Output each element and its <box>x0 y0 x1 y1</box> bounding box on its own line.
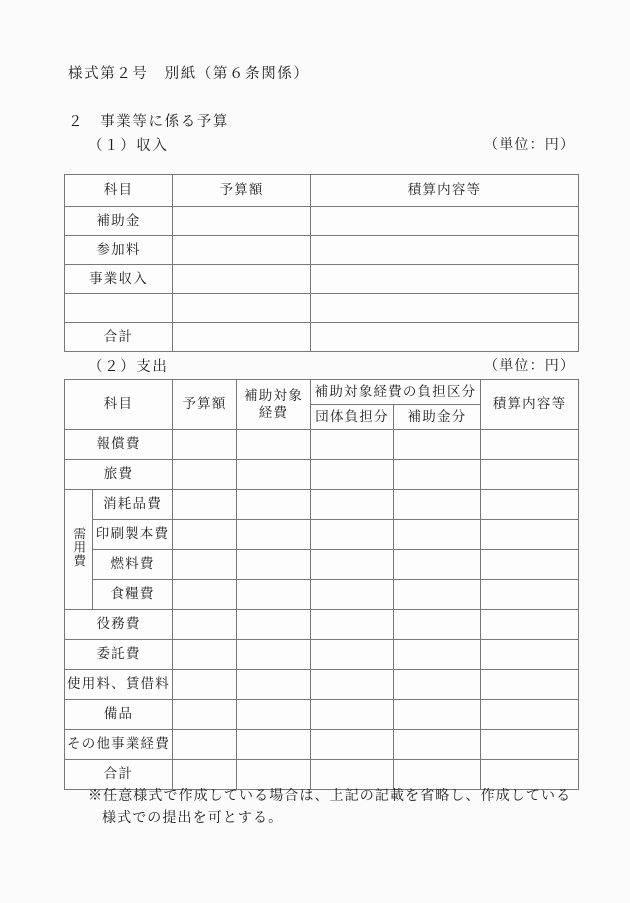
cell-subsidy-target-expense[interactable] <box>237 730 311 760</box>
unit-label-income: （単位：円） <box>484 138 576 153</box>
column-header-subsidy-target-expense <box>237 380 311 430</box>
table-row <box>65 294 579 323</box>
cell-organization-burden[interactable] <box>311 700 394 730</box>
column-header-calculation-details: 積算内容等 <box>481 380 579 430</box>
cell-organization-burden[interactable] <box>311 730 394 760</box>
row-group-label-text: 需用費 <box>71 526 86 568</box>
cell-subsidy-target-expense[interactable] <box>237 520 311 550</box>
cell-organization-burden[interactable] <box>311 430 394 460</box>
cell-organization-burden[interactable] <box>311 460 394 490</box>
cell-budget-amount[interactable] <box>173 323 311 352</box>
row-label: 消耗品費 <box>93 490 173 520</box>
cell-calculation-details[interactable] <box>481 610 579 640</box>
column-header-item: 科目 <box>65 380 173 430</box>
cell-budget-amount[interactable] <box>173 580 237 610</box>
row-label: 備品 <box>65 700 173 730</box>
column-header-budget-amount: 予算額 <box>173 380 237 430</box>
cell-calculation-details[interactable] <box>311 294 579 323</box>
column-header-subsidy-portion: 補助金分 <box>394 405 481 430</box>
cell-budget-amount[interactable] <box>173 670 237 700</box>
cell-subsidy-portion[interactable] <box>394 700 481 730</box>
cell-organization-burden[interactable] <box>311 490 394 520</box>
cell-subsidy-portion[interactable] <box>394 460 481 490</box>
row-label: 事業収入 <box>65 265 173 294</box>
table-row <box>65 550 579 580</box>
cell-calculation-details[interactable] <box>481 700 579 730</box>
table-row <box>65 236 579 265</box>
subsidy-target-expense-line1: 補助対象 <box>244 387 303 403</box>
cell-subsidy-target-expense[interactable] <box>237 700 311 730</box>
cell-calculation-details[interactable] <box>481 670 579 700</box>
cell-subsidy-portion[interactable] <box>394 430 481 460</box>
cell-subsidy-target-expense[interactable] <box>237 550 311 580</box>
footnote-line-1: ※任意様式で作成している場合は、上記の記載を省略し、作成している <box>88 789 572 804</box>
table-row <box>65 640 579 670</box>
subsection-income-title: （１）収入 <box>88 138 169 154</box>
cell-calculation-details[interactable] <box>481 580 579 610</box>
row-group-label-supplies <box>65 490 93 610</box>
table-row <box>65 207 579 236</box>
table-row <box>65 610 579 640</box>
cell-calculation-details[interactable] <box>481 490 579 520</box>
cell-budget-amount[interactable] <box>173 236 311 265</box>
table-row <box>65 460 579 490</box>
cell-subsidy-portion[interactable] <box>394 580 481 610</box>
cell-budget-amount[interactable] <box>173 430 237 460</box>
cell-subsidy-target-expense[interactable] <box>237 430 311 460</box>
row-label: 食糧費 <box>93 580 173 610</box>
cell-subsidy-portion[interactable] <box>394 730 481 760</box>
cell-subsidy-portion[interactable] <box>394 670 481 700</box>
cell-budget-amount[interactable] <box>173 490 237 520</box>
cell-budget-amount[interactable] <box>173 207 311 236</box>
cell-subsidy-portion[interactable] <box>394 760 481 790</box>
row-label-total: 合計 <box>65 760 173 790</box>
table-row <box>65 490 579 520</box>
cell-subsidy-portion[interactable] <box>394 490 481 520</box>
cell-subsidy-target-expense[interactable] <box>237 580 311 610</box>
cell-organization-burden[interactable] <box>311 520 394 550</box>
cell-budget-amount[interactable] <box>173 640 237 670</box>
footnote <box>88 786 588 829</box>
cell-subsidy-portion[interactable] <box>394 550 481 580</box>
cell-organization-burden[interactable] <box>311 580 394 610</box>
cell-calculation-details[interactable] <box>311 265 579 294</box>
cell-calculation-details[interactable] <box>481 760 579 790</box>
row-label: 委託費 <box>65 640 173 670</box>
cell-calculation-details[interactable] <box>311 236 579 265</box>
column-header-organization-burden: 団体負担分 <box>311 405 394 430</box>
cell-budget-amount[interactable] <box>173 520 237 550</box>
row-label: 印刷製本費 <box>93 520 173 550</box>
cell-calculation-details[interactable] <box>311 323 579 352</box>
cell-budget-amount[interactable] <box>173 460 237 490</box>
cell-organization-burden[interactable] <box>311 610 394 640</box>
row-label: 燃料費 <box>93 550 173 580</box>
row-label: 報償費 <box>65 430 173 460</box>
table-row <box>65 520 579 550</box>
table-header-row <box>65 175 579 207</box>
row-label: 旅費 <box>65 460 173 490</box>
column-header-budget-amount: 予算額 <box>173 175 311 207</box>
subsection-expense-title: （２）支出 <box>88 359 169 375</box>
cell-calculation-details[interactable] <box>481 550 579 580</box>
unit-label-expense: （単位：円） <box>484 359 576 374</box>
cell-calculation-details[interactable] <box>481 730 579 760</box>
cell-subsidy-portion[interactable] <box>394 520 481 550</box>
table-row <box>65 670 579 700</box>
row-label: 役務費 <box>65 610 173 640</box>
column-header-burden-division-group: 補助対象経費の負担区分 <box>311 380 481 405</box>
row-label: 使用料、賃借料 <box>65 670 173 700</box>
cell-calculation-details[interactable] <box>481 520 579 550</box>
column-header-calculation-details: 積算内容等 <box>311 175 579 207</box>
cell-budget-amount[interactable] <box>173 550 237 580</box>
cell-organization-burden[interactable] <box>311 670 394 700</box>
cell-subsidy-portion[interactable] <box>394 640 481 670</box>
form-number: 様式第２号 別紙（第６条関係） <box>68 66 310 82</box>
cell-subsidy-target-expense[interactable] <box>237 460 311 490</box>
table-row <box>65 730 579 760</box>
cell-subsidy-portion[interactable] <box>394 610 481 640</box>
expense-table <box>64 379 579 790</box>
row-label-blank[interactable] <box>65 294 173 323</box>
row-label: 参加料 <box>65 236 173 265</box>
cell-subsidy-target-expense[interactable] <box>237 610 311 640</box>
table-row-total <box>65 323 579 352</box>
cell-calculation-details[interactable] <box>481 640 579 670</box>
cell-subsidy-target-expense[interactable] <box>237 670 311 700</box>
row-label-total: 合計 <box>65 323 173 352</box>
cell-budget-amount[interactable] <box>173 760 237 790</box>
cell-organization-burden[interactable] <box>311 760 394 790</box>
table-row <box>65 700 579 730</box>
footnote-line-2: 様式での提出を可とする。 <box>102 810 284 826</box>
cell-budget-amount[interactable] <box>173 294 311 323</box>
cell-subsidy-target-expense[interactable] <box>237 640 311 670</box>
cell-budget-amount[interactable] <box>173 700 237 730</box>
table-header-row-top <box>65 380 579 405</box>
table-row <box>65 430 579 460</box>
cell-budget-amount[interactable] <box>173 265 311 294</box>
row-label: その他事業経費 <box>65 730 173 760</box>
cell-organization-burden[interactable] <box>311 640 394 670</box>
cell-calculation-details[interactable] <box>481 430 579 460</box>
cell-subsidy-target-expense[interactable] <box>237 760 311 790</box>
cell-calculation-details[interactable] <box>311 207 579 236</box>
table-row-total <box>65 760 579 790</box>
cell-calculation-details[interactable] <box>481 460 579 490</box>
section-title: ２ 事業等に係る予算 <box>68 114 229 130</box>
table-row <box>65 580 579 610</box>
cell-subsidy-target-expense[interactable] <box>237 490 311 520</box>
column-header-item: 科目 <box>65 175 173 207</box>
subsidy-target-expense-line2: 経費 <box>258 404 289 420</box>
cell-organization-burden[interactable] <box>311 550 394 580</box>
income-table <box>64 174 579 352</box>
cell-budget-amount[interactable] <box>173 610 237 640</box>
table-row <box>65 265 579 294</box>
row-label: 補助金 <box>65 207 173 236</box>
cell-budget-amount[interactable] <box>173 730 237 760</box>
